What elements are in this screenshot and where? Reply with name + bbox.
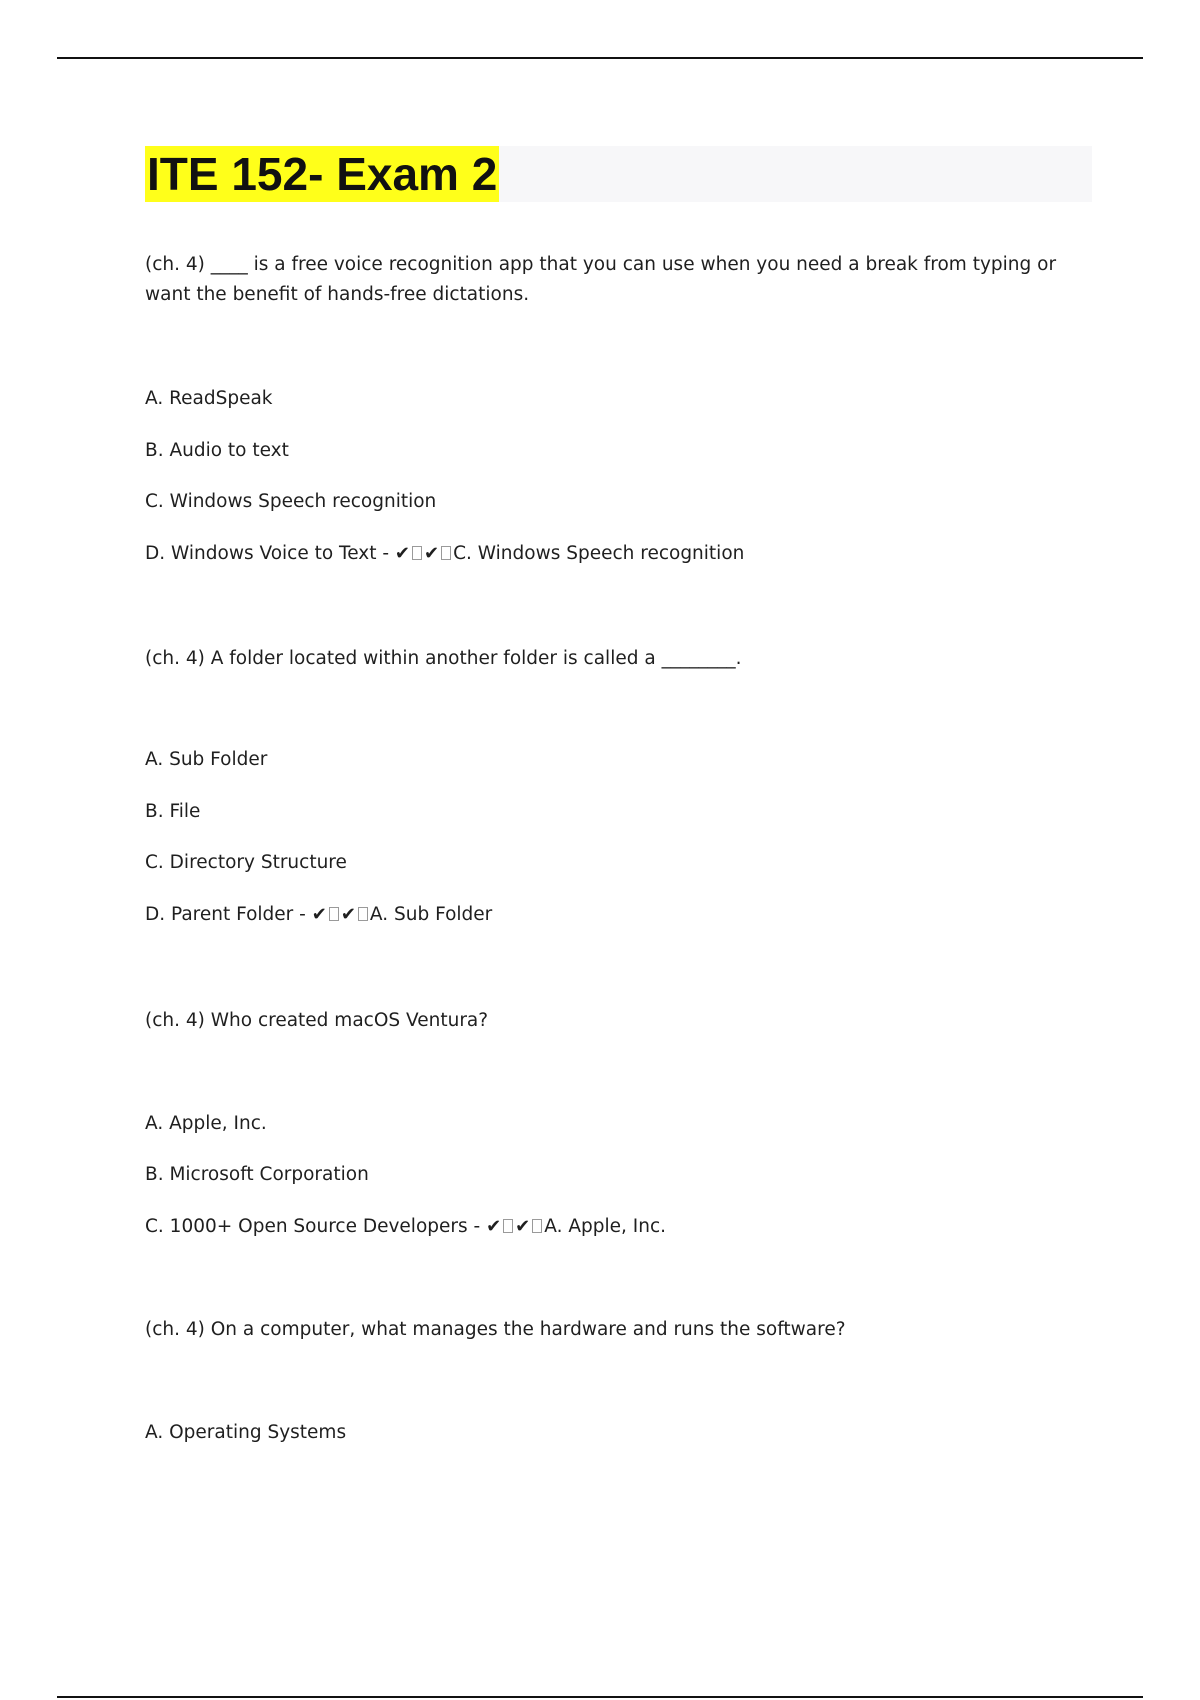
- check-icon: ✔: [423, 543, 440, 564]
- question-4-option-a: A. Operating Systems: [145, 1422, 347, 1443]
- question-3-option-b: B. Microsoft Corporation: [145, 1164, 369, 1185]
- question-3-option-a: A. Apple, Inc.: [145, 1113, 267, 1134]
- question-2-text: (ch. 4) A folder located within another folder is called a ________.: [145, 648, 742, 669]
- box-icon: [329, 907, 339, 921]
- box-icon: [503, 1219, 513, 1233]
- question-2-option-d: D. Parent Folder -: [145, 904, 312, 925]
- box-icon: [412, 546, 422, 560]
- box-icon: [532, 1219, 542, 1233]
- document-title: ITE 152- Exam 2: [147, 148, 498, 200]
- question-4-text: (ch. 4) On a computer, what manages the hardware and runs the software?: [145, 1319, 846, 1340]
- check-icon: ✔: [311, 904, 327, 925]
- question-3-text: (ch. 4) Who created macOS Ventura?: [145, 1010, 489, 1031]
- question-1-option-d: D. Windows Voice to Text -: [145, 543, 395, 564]
- bottom-rule: [57, 1696, 1143, 1698]
- top-rule: [57, 57, 1143, 59]
- question-2-option-c: C. Directory Structure: [145, 852, 347, 873]
- check-icon: ✔: [340, 904, 356, 925]
- question-1-option-b: B. Audio to text: [145, 440, 289, 461]
- check-icon: ✔: [486, 1216, 502, 1237]
- box-icon: [441, 546, 451, 560]
- question-1-answer: C. Windows Speech recognition: [453, 543, 745, 564]
- check-icon: ✔: [394, 543, 410, 564]
- question-1-text: (ch. 4) ____ is a free voice recognition app that you can use when you need a break from typing or want the benefit of hands-free dictations.: [145, 254, 1057, 305]
- question-1-option-d-with-answer: [145, 539, 744, 569]
- question-2-option-a: A. Sub Folder: [145, 749, 268, 770]
- question-1-option-c: C. Windows Speech recognition: [145, 491, 437, 512]
- question-3-answer: A. Apple, Inc.: [544, 1216, 667, 1237]
- question-2-answer: A. Sub Folder: [369, 904, 493, 925]
- question-3-option-c-with-answer: [145, 1212, 666, 1242]
- question-1-option-a: A. ReadSpeak: [145, 388, 273, 409]
- question-2-option-b: B. File: [145, 801, 201, 822]
- box-icon: [358, 907, 368, 921]
- question-2-option-d-with-answer: [145, 900, 492, 930]
- question-3-option-c: C. 1000+ Open Source Developers -: [145, 1216, 487, 1237]
- check-icon: ✔: [515, 1216, 531, 1237]
